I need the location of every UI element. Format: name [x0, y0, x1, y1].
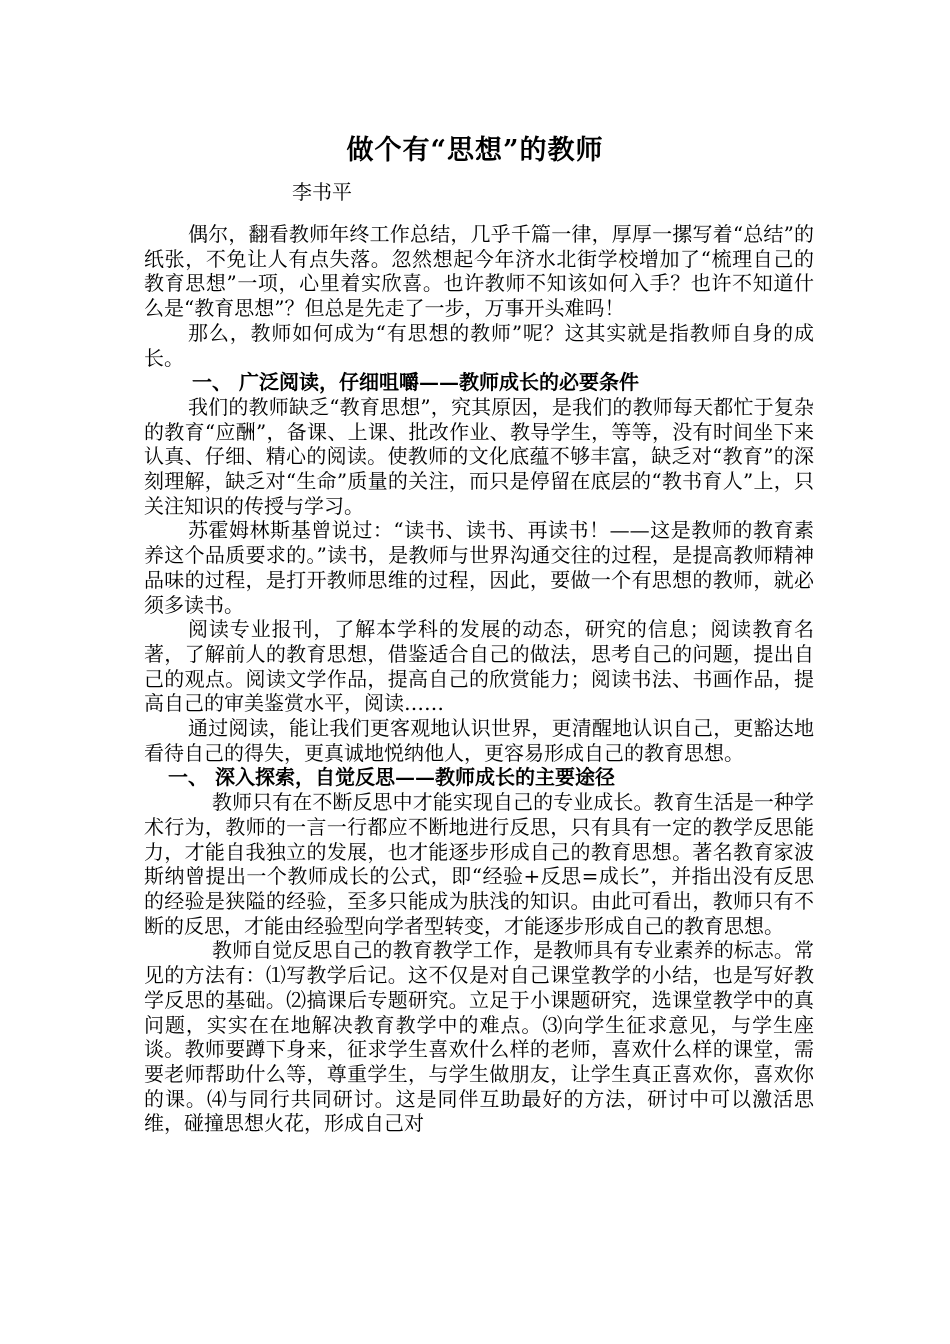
paragraph: 我们的教师缺乏“教育思想”，究其原因，是我们的教师每天都忙于复杂的教育“应酬”，备课、上课、批改作业、教导学生，等等，没有时间坐下来认真、仔细、精心的阅读。使教师的文化底蕴不够丰富，缺乏对“教育”的深刻理解，缺乏对“生命”质量的关注，而只是停留在底层的“教书育人”上，只关注知识的传授与学习。: [144, 394, 814, 518]
paragraph: 教师只有在不断反思中才能实现自己的专业成长。教育生活是一种学术行为，教师的一言一行都应不断地进行反思，只有具有一定的教学反思能力，才能自我独立的发展，也才能逐步形成自己的教育思想。著名教育家波斯纳曾提出一个教师成长的公式，即“经验+反思=成长”，并指出没有反思的经验是狭隘的经验，至多只能成为肤浅的知识。由此可看出，教师只有不断的反思，才能由经验型向学者型转变，才能逐步形成自己的教育思想。: [144, 790, 814, 938]
document-author: 李书平: [292, 180, 352, 204]
paragraph: 教师自觉反思自己的教育教学工作，是教师具有专业素养的标志。常见的方法有：⑴写教学后记。这不仅是对自己课堂教学的小结，也是写好教学反思的基础。⑵搞课后专题研究。立足于小课题研究，选课堂教学中的真问题，实实在在地解决教育教学中的难点。⑶向学生征求意见，与学生座谈。教师要蹲下身来，征求学生喜欢什么样的老师，喜欢什么样的课堂，需要老师帮助什么等，尊重学生，与学生做朋友，让学生真正喜欢你，喜欢你的课。⑷与同行共同研讨。这是同伴互助最好的方法，研讨中可以激活思维，碰撞思想火花，形成自己对: [144, 938, 814, 1136]
paragraph: 阅读专业报刊，了解本学科的发展的动态，研究的信息；阅读教育名著，了解前人的教育思想，借鉴适合自己的做法，思考自己的问题，提出自己的观点。阅读文学作品，提高自己的欣赏能力；阅读书法、书画作品，提高自己的审美鉴赏水平，阅读……: [144, 617, 814, 716]
paragraph: 偶尔，翻看教师年终工作总结，几乎千篇一律，厚厚一摞写着“总结”的纸张，不免让人有点失落。忽然想起今年济水北街学校增加了“梳理自己的教育思想”一项，心里着实欣喜。也许教师不知该如何入手？也许不知道什么是“教育思想”？但总是先走了一步，万事开头难吗！: [144, 222, 814, 321]
paragraph: 通过阅读，能让我们更客观地认识世界，更清醒地认识自己，更豁达地看待自己的得失，更真诚地悦纳他人，更容易形成自己的教育思想。: [144, 716, 814, 765]
section-heading: 一、 深入探索，自觉反思——教师成长的主要途径: [168, 765, 615, 790]
document-title: 做个有“思想”的教师: [346, 135, 604, 166]
section-heading: 一、 广泛阅读，仔细咀嚼——教师成长的必要条件: [192, 370, 639, 395]
document-body: [144, 222, 814, 1136]
paragraph: 苏霍姆林斯基曾说过：“读书、读书、再读书！——这是教师的教育素养这个品质要求的。”读书，是教师与世界沟通交往的过程，是提高教师精神品味的过程，是打开教师思维的过程，因此，要做一个有思想的教师，就必须多读书。: [144, 518, 814, 617]
paragraph: 那么，教师如何成为“有思想的教师”呢？这其实就是指教师自身的成长。: [144, 320, 814, 370]
